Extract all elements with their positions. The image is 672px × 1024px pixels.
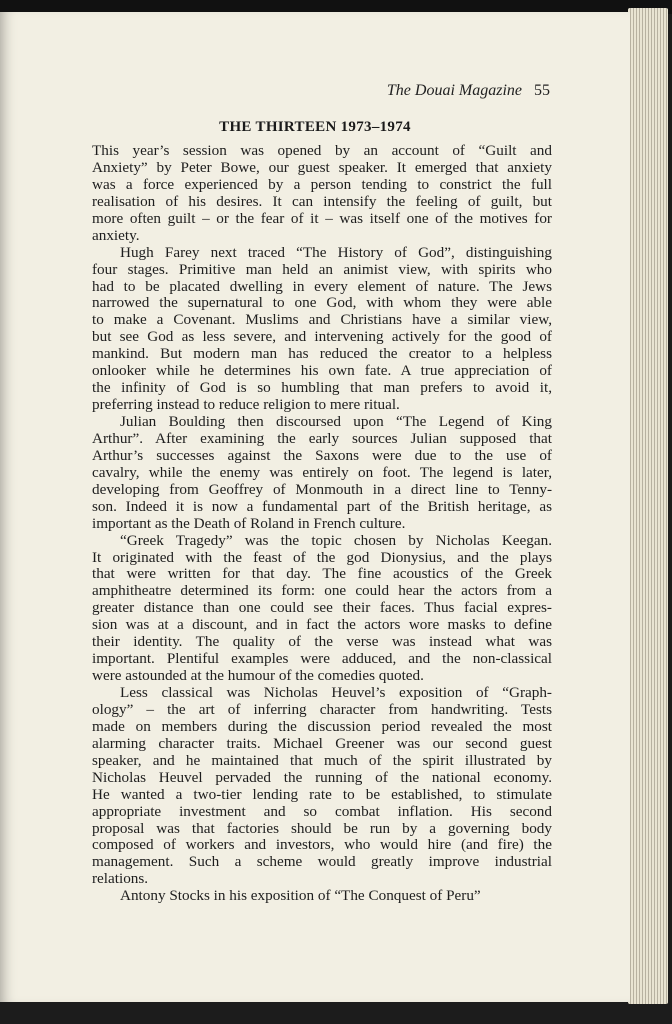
text-line: to make a Covenant. Muslims and Christians have a similar view, xyxy=(92,311,552,329)
text-line: important. Plentiful examples were adduced, and the non-classical xyxy=(92,650,552,668)
text-line: onlooker while he determines his own fate. A true appreciation of xyxy=(92,362,552,380)
text-line: four stages. Primitive man held an animist view, with spirits who xyxy=(92,260,552,278)
text-line: realisation of his desires. It can intensify the feeling of guilt, but xyxy=(92,192,552,210)
text-line: speaker, and he maintained that much of the spirit illustrated by xyxy=(92,751,552,769)
text-line: important as the Death of Roland in French culture. xyxy=(92,514,406,532)
text-line: management. Such a scheme would greatly improve industrial xyxy=(92,853,552,871)
book-page xyxy=(0,12,630,1002)
text-line: Less classical was Nicholas Heuvel’s exposition of “Graph- xyxy=(120,684,552,701)
text-line: the infinity of God is so humbling that man prefers to avoid it, xyxy=(92,379,552,397)
text-line: composed of workers and investors, who would hire (and fire) the xyxy=(92,836,552,854)
text-line: alarming character traits. Michael Greener was our second guest xyxy=(92,734,552,752)
text-line: that were written for that day. The fine acoustics of the Greek xyxy=(92,565,552,583)
text-line: narrowed the supernatural to one God, with whom they were able xyxy=(92,294,552,312)
text-line: greater distance than one could see their faces. Thus facial expres- xyxy=(92,599,552,617)
text-line: was a force experienced by a person tending to constrict the full xyxy=(92,175,552,193)
text-line: preferring instead to reduce religion to mere ritual. xyxy=(92,396,400,414)
text-line: Arthur”. After examining the early sources Julian supposed that xyxy=(92,429,552,447)
text-line: Hugh Farey next traced “The History of God”, distinguishing xyxy=(120,243,552,261)
text-line: mankind. But modern man has reduced the creator to a helpless xyxy=(92,345,552,363)
text-line: appropriate investment and so combat inflation. His second xyxy=(92,802,552,820)
text-line: He wanted a two-tier lending rate to be established, to stimulate xyxy=(92,785,552,803)
text-line: It originated with the feast of the god Dionysius, and the plays xyxy=(92,548,552,566)
magazine-title: The Douai Magazine xyxy=(386,82,522,99)
page-number: 55 xyxy=(534,82,550,99)
text-line: developing from Geoffrey of Monmouth in a direct line to Tenny- xyxy=(92,480,552,498)
text-line: but see God as less severe, and intervening actively for the good of xyxy=(92,328,552,346)
page-edges xyxy=(628,8,668,1004)
text-line: Anxiety” by Peter Bowe, our guest speaker. It emerged that anxiety xyxy=(92,158,552,176)
running-header xyxy=(387,82,550,100)
article-title: THE THIRTEEN 1973–1974 xyxy=(219,119,411,135)
text-line: ology” – the art of inferring character from handwriting. Tests xyxy=(92,700,552,718)
text-line: amphitheatre determined its form: one could hear the actors from a xyxy=(92,582,552,600)
text-line: sion was at a discount, and in fact the actors wore masks to define xyxy=(92,616,552,634)
article-body xyxy=(92,143,552,905)
text-line: anxiety. xyxy=(92,226,140,244)
text-line: relations. xyxy=(92,870,149,888)
text-line: This year’s session was opened by an account of “Guilt and xyxy=(92,142,552,159)
text-line: Julian Boulding then discoursed upon “The Legend of King xyxy=(120,413,552,430)
text-line: “Greek Tragedy” was the topic chosen by Nicholas Keegan. xyxy=(120,531,552,549)
text-line: more often guilt – or the fear of it – was itself one of the motives for xyxy=(92,209,552,227)
text-line: son. Indeed it is now a fundamental part of the British heritage, as xyxy=(92,497,552,515)
text-line: Arthur’s successes against the Saxons were due to the use of xyxy=(92,446,552,464)
text-line: cavalry, while the enemy was entirely on foot. The legend is later, xyxy=(92,463,552,481)
text-line: Antony Stocks in his exposition of “The Conquest of Peru” xyxy=(120,887,481,905)
text-line: made on members during the discussion period revealed the most xyxy=(92,717,552,735)
text-line: were astounded at the humour of the comedies quoted. xyxy=(92,667,424,685)
text-line: proposal was that factories should be run by a governing body xyxy=(92,819,552,837)
text-line: their identity. The quality of the verse was instead what was xyxy=(92,633,552,651)
text-line: Nicholas Heuvel pervaded the running of the national economy. xyxy=(92,768,552,786)
text-line: had to be placated dwelling in every element of nature. The Jews xyxy=(92,277,552,295)
